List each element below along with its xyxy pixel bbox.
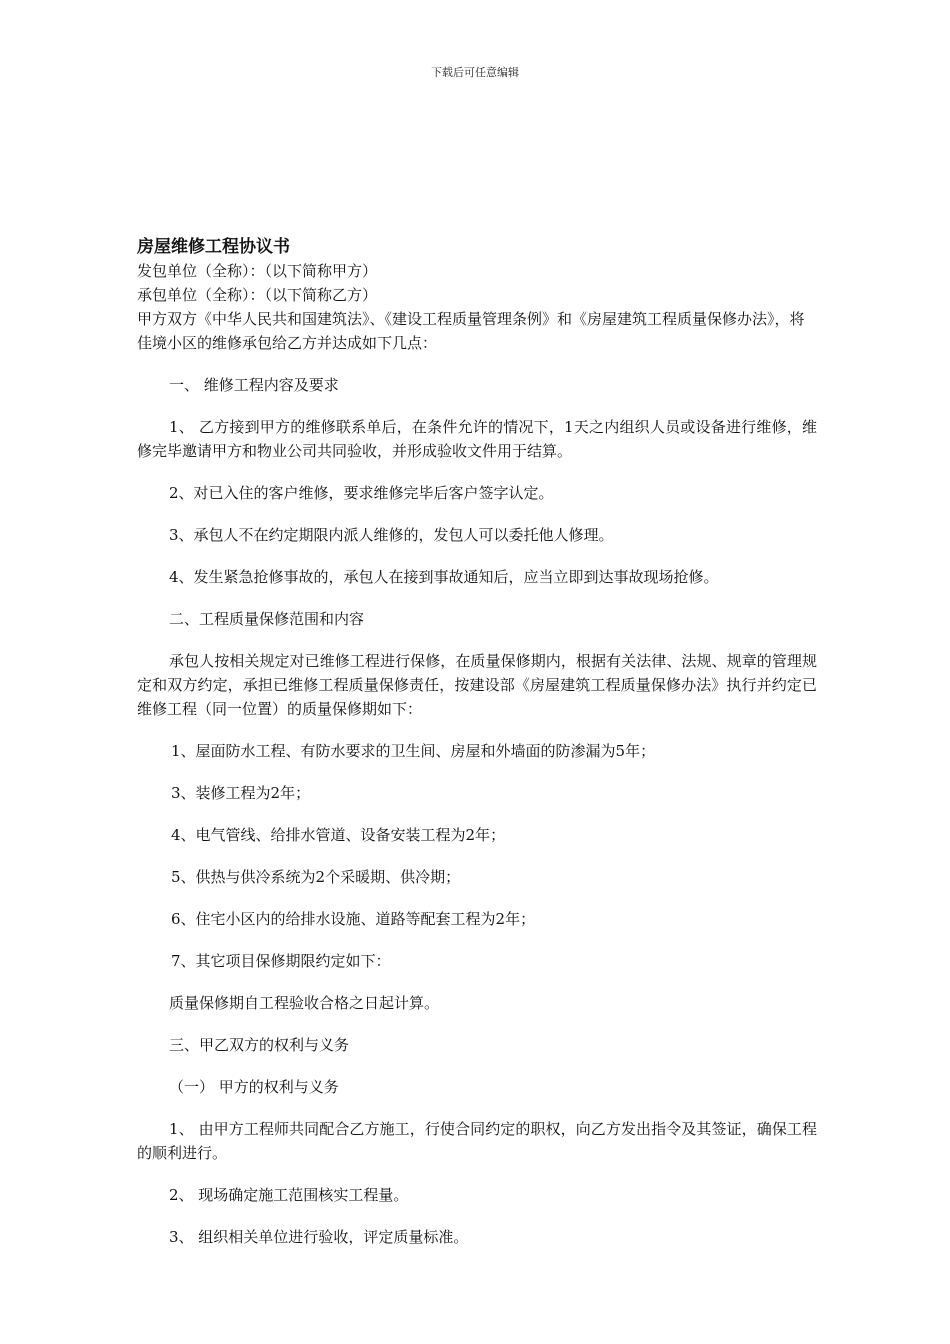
party-a: 发包单位（全称）：（以下简称甲方） <box>137 262 378 280</box>
document-body <box>137 235 817 1267</box>
party-b: 承包单位（全称）：（以下简称乙方） <box>137 286 378 304</box>
section-3-clause-2: 2、 现场确定施工范围核实工程量。 <box>169 1186 409 1204</box>
header-note: 下载后可任意编辑 <box>431 66 519 79</box>
warranty-item: 1、屋面防水工程、有防水要求的卫生间、房屋和外墙面的防渗漏为5年； <box>171 742 656 760</box>
section-3-heading: 三、甲乙双方的权利与义务 <box>169 1036 350 1054</box>
section-3-subheading: （一） 甲方的权利与义务 <box>169 1078 339 1096</box>
section-3-clause-1: 1、 由甲方工程师共同配合乙方施工，行使合同约定的职权，向乙方发出指令及其签证，确保工程的顺利进行。 <box>137 1120 817 1162</box>
warranty-start-note: 质量保修期自工程验收合格之日起计算。 <box>169 994 440 1012</box>
section-1-clause-4: 4、发生紧急抢修事故的，承包人在接到事故通知后，应当立即到达事故现场抢修。 <box>169 568 719 586</box>
section-1-clause-3: 3、承包人不在约定期限内派人维修的，发包人可以委托他人修理。 <box>169 526 614 544</box>
section-2-paragraph: 承包人按相关规定对已维修工程进行保修，在质量保修期内，根据有关法律、法规、规章的管理规定和双方约定，承担已维修工程质量保修责任，按建设部《房屋建筑工程质量保修办法》执行并约定已维修工程（同一位置）的质量保修期如下： <box>137 652 817 718</box>
warranty-item: 5、供热与供冷系统为2个采暖期、供冷期； <box>171 868 461 886</box>
warranty-item: 6、住宅小区内的给排水设施、道路等配套工程为2年； <box>171 910 536 928</box>
section-2-heading: 二、工程质量保修范围和内容 <box>169 610 365 628</box>
warranty-item: 3、装修工程为2年； <box>171 784 311 802</box>
section-1-clause-1: 1、 乙方接到甲方的维修联系单后，在条件允许的情况下，1天之内组织人员或设备进行维修，维修完毕邀请甲方和物业公司共同验收，并形成验收文件用于结算。 <box>137 418 817 460</box>
section-1-heading: 一、 维修工程内容及要求 <box>169 376 339 394</box>
intro-paragraph: 甲方双方《中华人民共和国建筑法》、《建设工程质量管理条例》和《房屋建筑工程质量保修办法》，将佳境小区的维修承包给乙方并达成如下几点： <box>137 310 805 352</box>
warranty-item: 4、电气管线、给排水管道、设备安装工程为2年； <box>171 826 506 844</box>
section-3-clause-3: 3、 组织相关单位进行验收，评定质量标准。 <box>169 1228 469 1246</box>
warranty-item: 7、其它项目保修期限约定如下： <box>171 952 391 970</box>
section-1-clause-2: 2、对已入住的客户维修，要求维修完毕后客户签字认定。 <box>169 484 554 502</box>
document-title: 房屋维修工程协议书 <box>137 237 290 257</box>
